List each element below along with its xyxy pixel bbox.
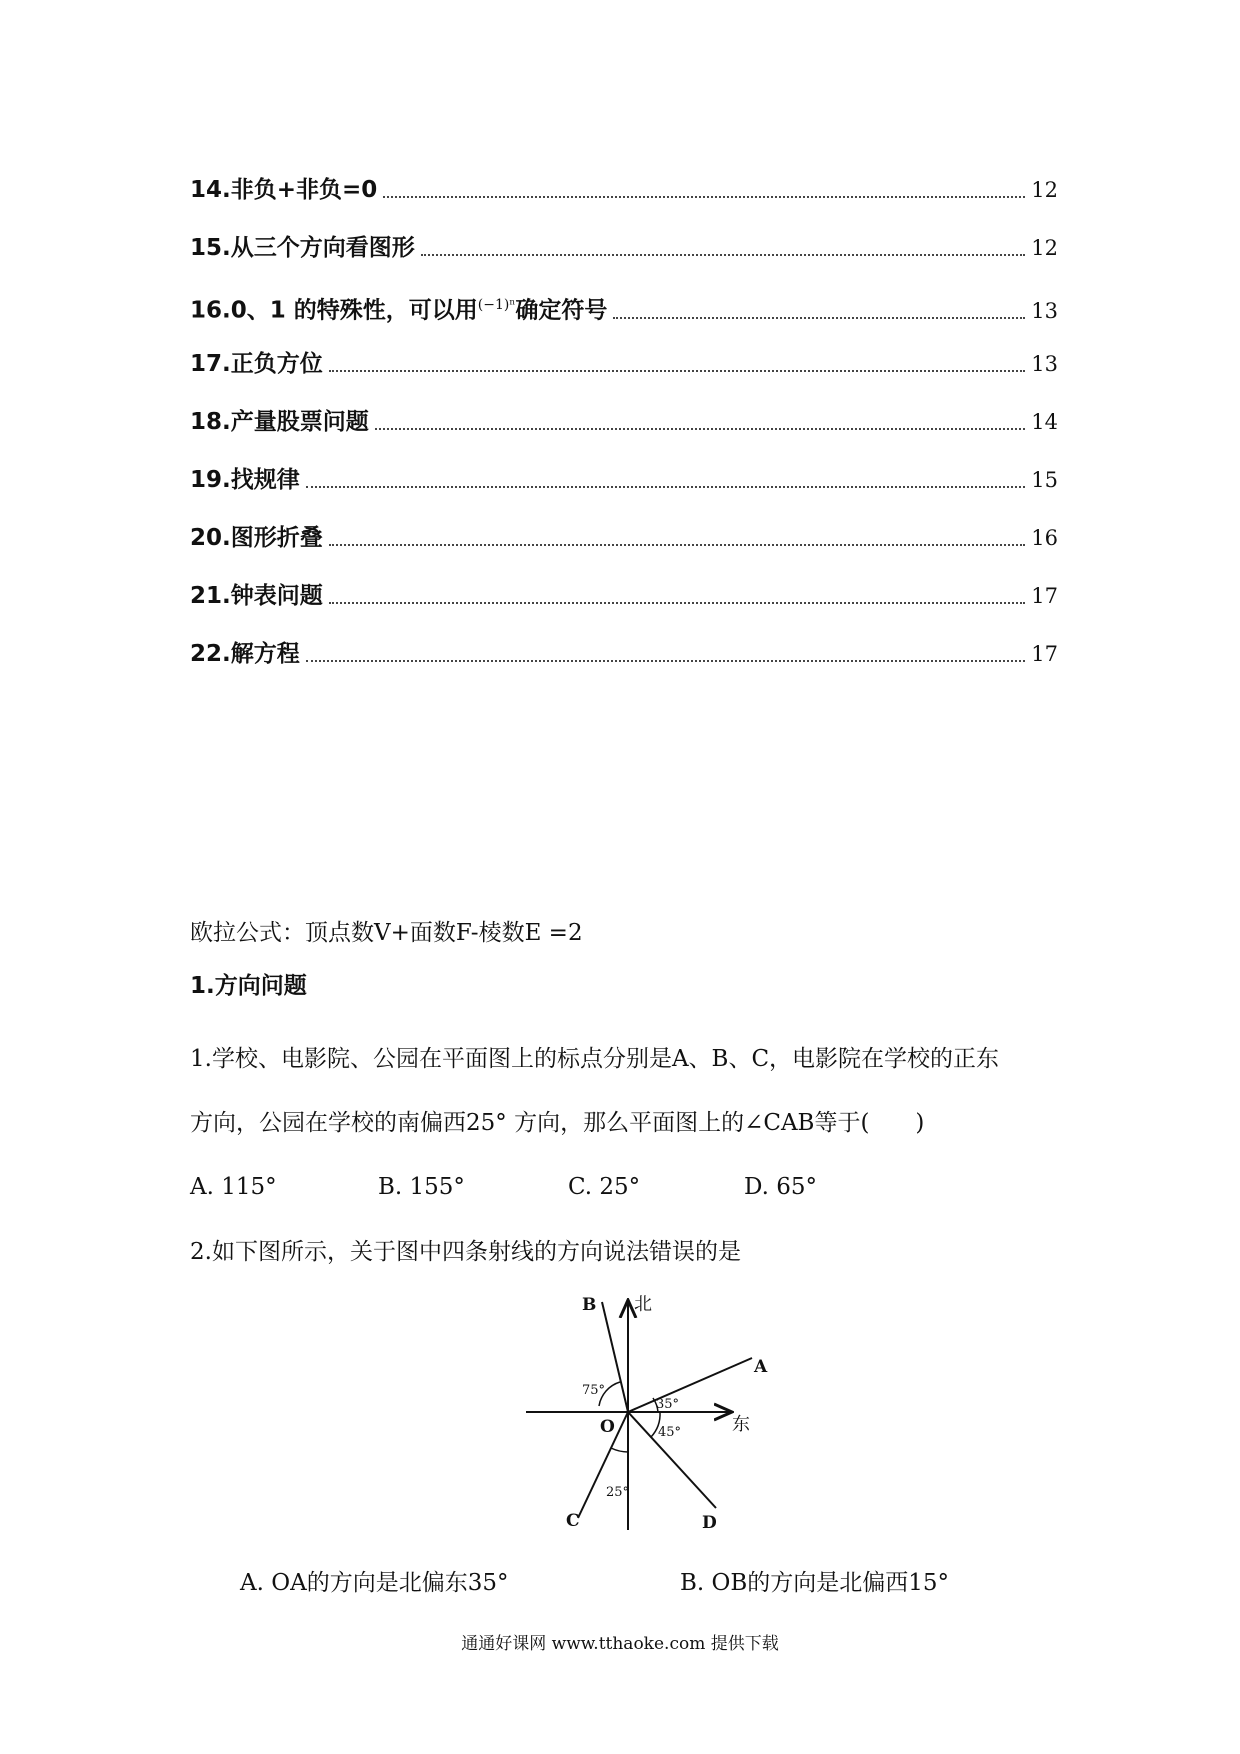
toc-leader-dots [306,485,1026,488]
toc-title-text: 确定符号 [515,298,608,324]
question-1-line-1: 1.学校、电影院、公园在平面图上的标点分别是A、B、C，电影院在学校的正东 [190,1046,1000,1072]
toc-entry[interactable] [190,571,1058,611]
toc-leader-dots [329,601,1026,604]
question-2-stem: 2.如下图所示，关于图中四条射线的方向说法错误的是 [190,1239,741,1265]
toc-entry[interactable] [190,629,1058,669]
north-label: 北 [634,1294,652,1315]
q2-option-b: B. OB的方向是北偏西15° [680,1570,950,1596]
toc-entry[interactable] [190,165,1058,205]
q1-option-d: D. 65° [744,1174,818,1200]
toc-title: 14.非负+非负=0 [190,177,378,203]
angle-label-45: 45° [658,1425,682,1440]
toc-leader-dots [421,253,1026,256]
ray-label-b: B [582,1295,597,1315]
sign-formula: (−1)ⁿ [477,297,516,314]
toc-title-text: 16.0、1 的特殊性，可以用 [190,298,478,324]
toc-title: 20.图形折叠 [190,525,323,551]
toc-page-number: 17 [1031,584,1058,608]
angle-arc-25 [611,1448,628,1452]
q2-option-a: A. OA的方向是北偏东35° [240,1570,509,1596]
section-heading: 1.方向问题 [190,973,307,999]
toc-page-number: 13 [1031,352,1058,376]
toc-leader-dots [613,316,1025,319]
toc-entry[interactable] [190,455,1058,495]
q1-option-c: C. 25° [568,1174,641,1200]
toc-title: 15.从三个方向看图形 [190,235,415,261]
toc-entry[interactable] [190,339,1058,379]
toc-page-number: 14 [1031,410,1058,434]
toc-page-number: 12 [1031,178,1058,202]
angle-label-35: 35° [656,1397,680,1412]
toc-leader-dots [375,427,1026,430]
toc-page-number: 17 [1031,642,1058,666]
angle-label-75: 75° [582,1383,606,1398]
toc-leader-dots [329,369,1026,372]
ray-label-d: D [702,1513,717,1533]
toc-title: 21.钟表问题 [190,583,323,609]
toc-title: 17.正负方位 [190,351,323,377]
toc-title: 19.找规律 [190,467,300,493]
east-label: 东 [732,1414,750,1435]
toc-entry[interactable] [190,223,1058,263]
angle-label-25: 25° [606,1485,630,1500]
toc-entry[interactable] [190,397,1058,437]
toc-page-number: 16 [1031,526,1058,550]
toc-leader-dots [383,195,1025,198]
ray-label-a: A [754,1357,768,1377]
toc-entry[interactable] [190,286,1058,326]
q1-option-a: A. 115° [190,1174,277,1200]
toc-page-number: 15 [1031,468,1058,492]
toc-leader-dots [329,543,1026,546]
euler-formula: 欧拉公式：顶点数V+面数F-棱数E =2 [190,920,583,946]
ray-ob [602,1302,628,1412]
toc-entry[interactable] [190,513,1058,553]
ray-oa [628,1358,752,1412]
direction-diagram [520,1290,800,1540]
toc-title: 18.产量股票问题 [190,409,369,435]
toc-leader-dots [306,659,1026,662]
toc-title: 22.解方程 [190,641,300,667]
toc-page-number: 12 [1031,236,1058,260]
ray-label-c: C [566,1511,580,1531]
question-1-line-2: 方向，公园在学校的南偏西25° 方向，那么平面图上的∠CAB等于( ) [190,1110,925,1136]
toc-title [190,290,607,326]
origin-label: O [600,1417,615,1437]
toc-page-number: 13 [1031,299,1058,323]
q1-option-b: B. 155° [378,1174,465,1200]
page-footer: 通通好课网 www.tthaoke.com 提供下载 [461,1634,779,1654]
